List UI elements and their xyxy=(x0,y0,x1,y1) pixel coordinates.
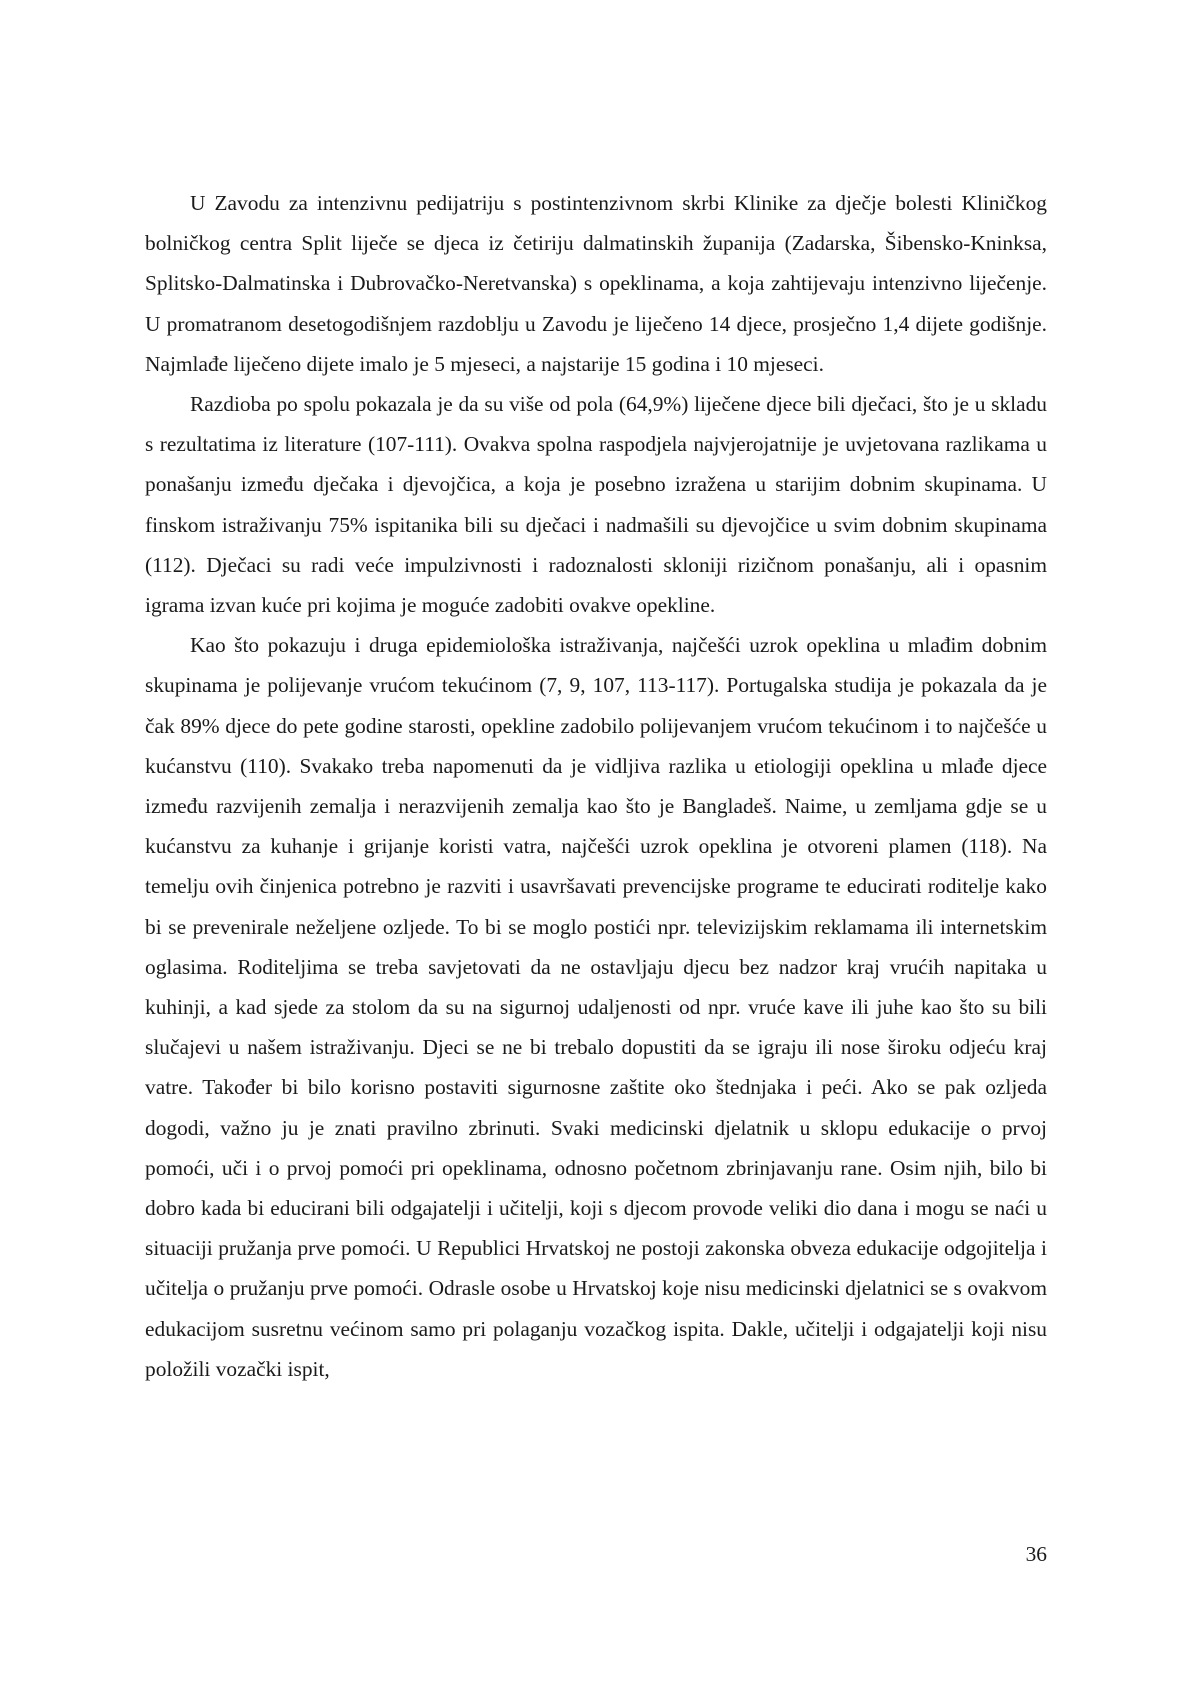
paragraph-sex-distribution: Razdioba po spolu pokazala je da su više od pola (64,9%) liječene djece bili dječaci, što je u skladu s rezultatima iz literature (107-111). Ovakva spolna raspodjela najvjerojatnije je uvjetovana razlikama u ponašanju između dječaka i djevojčica, a koja je posebno izražena u starijim dobnim skupinama. U finskom istraživanju 75% ispitanika bili su dječaci i nadmašili su djevojčice u svim dobnim skupinama (112). Dječaci su radi veće impulzivnosti i radoznalosti skloniji rizičnom ponašanju, ali i opasnim igrama izvan kuće pri kojima je moguće zadobiti ovakve opekline. xyxy=(145,392,1047,618)
body-text xyxy=(145,183,1047,1389)
page-number: 36 xyxy=(1025,1542,1047,1566)
paragraph-intensive-care-unit: U Zavodu za intenzivnu pedijatriju s postintenzivnom skrbi Klinike za dječje bolesti Kliničkog bolničkog centra Split liječe se djeca iz četiriju dalmatinskih županija (Zadarska, Šibensko-Kninksa, Splitsko-Dalmatinska i Dubrovačko-Neretvanska) s opeklinama, a koja zahtijevaju intenzivno liječenje. U promatranom desetogodišnjem razdoblju u Zavodu je liječeno 14 djece, prosječno 1,4 dijete godišnje. Najmlađe liječeno dijete imalo je 5 mjeseci, a najstarije 15 godina i 10 mjeseci. xyxy=(145,191,1047,376)
paragraph-burn-causes-prevention: Kao što pokazuju i druga epidemiološka istraživanja, najčešći uzrok opeklina u mlađim dobnim skupinama je polijevanje vrućom tekućinom (7, 9, 107, 113-117). Portugalska studija je pokazala da je čak 89% djece do pete godine starosti, opekline zadobilo polijevanjem vrućom tekućinom i to najčešće u kućanstvu (110). Svakako treba napomenuti da je vidljiva razlika u etiologiji opeklina u mlađe djece između razvijenih zemalja i nerazvijenih zemalja kao što je Bangladeš. Naime, u zemljama gdje se u kućanstvu za kuhanje i grijanje koristi vatra, najčešći uzrok opeklina je otvoreni plamen (118). Na temelju ovih činjenica potrebno je razviti i usavršavati prevencijske programe te educirati roditelje kako bi se prevenirale neželjene ozljede. To bi se moglo postići npr. televizijskim reklamama ili internetskim oglasima. Roditeljima se treba savjetovati da ne ostavljaju djecu bez nadzor kraj vrućih napitaka u kuhinji, a kad sjede za stolom da su na sigurnoj udaljenosti od npr. vruće kave ili juhe kao što su bili slučajevi u našem istraživanju. Djeci se ne bi trebalo dopustiti da se igraju ili nose široku odjeću kraj vatre. Također bi bilo korisno postaviti sigurnosne zaštite oko štednjaka i peći. Ako se pak ozljeda dogodi, važno ju je znati pravilno zbrinuti. Svaki medicinski djelatnik u sklopu edukacije o prvoj pomoći, uči i o prvoj pomoći pri opeklinama, odnosno početnom zbrinjavanju rane. Osim njih, bilo bi dobro kada bi educirani bili odgajatelji i učitelji, koji s djecom provode veliki dio dana i mogu se naći u situaciji pružanja prve pomoći. U Republici Hrvatskoj ne postoji zakonska obveza edukacije odgojitelja i učitelja o pružanju prve pomoći. Odrasle osobe u Hrvatskoj koje nisu medicinski djelatnici se s ovakvom edukacijom susretnu većinom samo pri polaganju vozačkog ispita. Dakle, učitelji i odgajatelji koji nisu položili vozački ispit, xyxy=(145,633,1047,1381)
